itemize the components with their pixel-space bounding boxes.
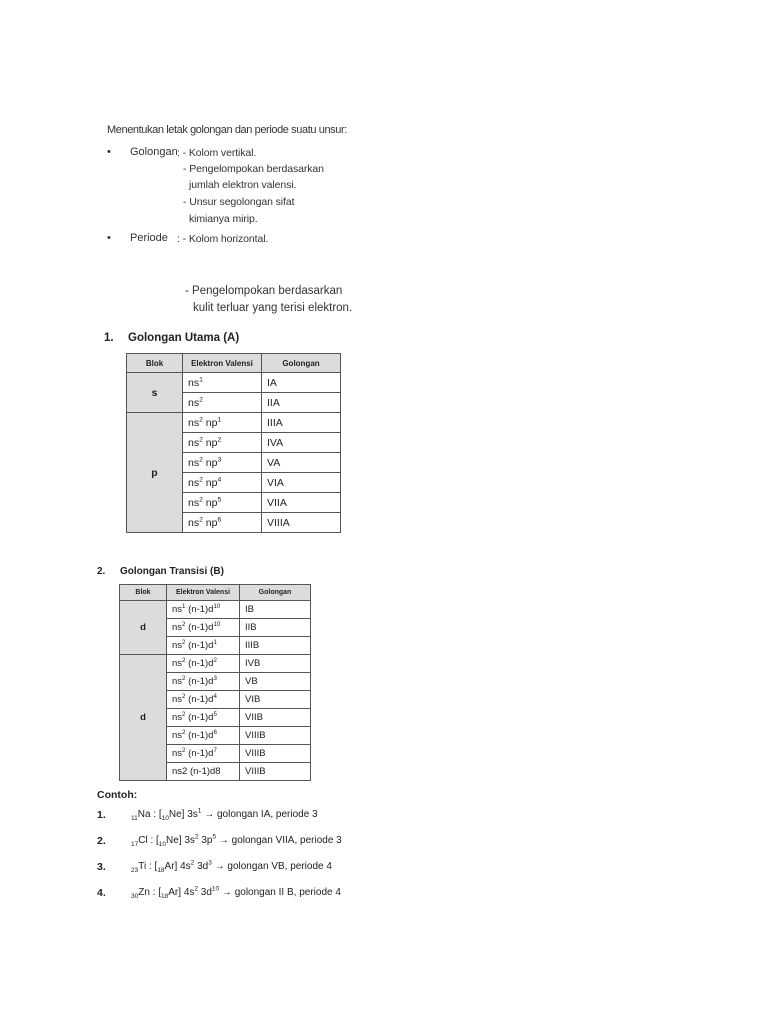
section2-number: 2. [97, 566, 106, 577]
superscript: 2 [182, 692, 186, 700]
blok-cell: s [127, 373, 183, 413]
section1-title: Golongan Utama (A) [128, 332, 240, 344]
superscript: 2 [182, 638, 186, 646]
superscript: 1 [197, 807, 202, 815]
golongan-line-4: - Unsur segolongan sifat [183, 196, 295, 208]
elektron-valensi-cell: $ns^2$ $np^6$ [183, 513, 262, 533]
contoh-number: 3. [97, 861, 106, 873]
contoh-number: 2. [97, 835, 106, 847]
contoh-number: 1. [97, 809, 106, 821]
superscript: 2 [199, 516, 203, 523]
elektron-valensi-cell: ns2 (n-1)d8 [167, 763, 240, 781]
superscript: 1 [199, 376, 203, 383]
table-row [127, 373, 341, 393]
superscript: 2 [194, 833, 199, 841]
header-blok: Blok [127, 354, 183, 373]
contoh-item: $_{30}$Zn : $[_{18}Ar]$ $4s^2$ $3d^{10}$ → golongan II B, periode 4 [131, 885, 341, 900]
table-row [120, 655, 311, 673]
table-body [120, 601, 311, 781]
golongan-label: Golongan [130, 146, 178, 158]
bullet-dot: • [107, 232, 111, 244]
superscript: 5 [213, 710, 217, 718]
golongan-cell: VIB [240, 691, 311, 709]
blok-cell: d [120, 601, 167, 655]
periode-label: Periode [130, 232, 168, 244]
section2-title: Golongan Transisi (B) [120, 566, 224, 577]
table-header-row [127, 354, 341, 373]
superscript: 2 [194, 885, 199, 893]
golongan-cell: IIA [262, 393, 341, 413]
golongan-cell: VA [262, 453, 341, 473]
superscript: 2 [199, 416, 203, 423]
superscript: 2 [182, 746, 186, 754]
superscript: 2 [217, 436, 222, 443]
core-atomic-number: 18 [157, 867, 165, 874]
golongan-transisi-table [119, 584, 311, 781]
superscript: 2 [182, 620, 186, 628]
golongan-cell: IIIA [262, 413, 341, 433]
golongan-cell: VIIA [262, 493, 341, 513]
superscript: 4 [217, 476, 222, 483]
atomic-number: 17 [131, 841, 139, 848]
elektron-valensi-cell: $ns^2$ $np^2$ [183, 433, 262, 453]
golongan-cell: VIIIB [240, 763, 311, 781]
golongan-cell: IIIB [240, 637, 311, 655]
superscript: 2 [182, 728, 186, 736]
elektron-valensi-cell: $ns^2$ $np^3$ [183, 453, 262, 473]
table-header-row [120, 585, 311, 601]
superscript: 2 [182, 674, 186, 682]
superscript: 2 [213, 656, 217, 664]
superscript: 2 [199, 496, 203, 503]
golongan-line-2: - Pengelompokan berdasarkan [183, 163, 324, 175]
superscript: 2 [199, 396, 203, 403]
superscript: 7 [213, 746, 217, 754]
golongan-utama-table [126, 353, 341, 533]
elektron-valensi-cell: $ns^2$ $(n-1)d^4$ [167, 691, 240, 709]
superscript: 10 [213, 620, 221, 628]
section1-number: 1. [104, 332, 114, 344]
core-atomic-number: 10 [158, 841, 167, 848]
golongan-cell: IVB [240, 655, 311, 673]
golongan-cell: VIIIB [240, 745, 311, 763]
superscript: 3 [208, 859, 212, 867]
contoh-item: $_{11}$Na : $[_{10}Ne] 3s^1$ → golongan IA, periode 3 [131, 807, 318, 822]
golongan-cell: VIA [262, 473, 341, 493]
bullet-dot: • [107, 146, 111, 158]
golongan-cell: VIIB [240, 709, 311, 727]
superscript: 1 [213, 638, 217, 646]
golongan-cell: IA [262, 373, 341, 393]
superscript: 3 [213, 674, 217, 682]
superscript: 2 [182, 656, 186, 664]
header-blok: Blok [120, 585, 167, 601]
table-body [127, 373, 341, 533]
superscript: 6 [217, 516, 222, 523]
elektron-valensi-cell: $ns^2$ $(n-1)d^1$ [167, 637, 240, 655]
core-atomic-number: 18 [161, 893, 169, 900]
core-atomic-number: 10 [161, 815, 169, 822]
superscript: 1 [182, 602, 186, 610]
header-golongan: Golongan [240, 585, 311, 601]
golongan-cell: IVA [262, 433, 341, 453]
superscript: 2 [199, 476, 203, 483]
elektron-valensi-cell: $ns^1$ [183, 373, 262, 393]
elektron-valensi-cell: $ns^2$ $(n-1)d^6$ [167, 727, 240, 745]
elektron-valensi-cell: $ns^2$ [183, 393, 262, 413]
superscript: 2 [182, 710, 186, 718]
golongan-line-1: : - Kolom vertikal. [177, 147, 257, 159]
golongan-cell: VIIIA [262, 513, 341, 533]
elektron-valensi-cell: $ns^2$ $np^1$ [183, 413, 262, 433]
superscript: 2 [199, 436, 203, 443]
contoh-item: $_{17}$Cl : $[_{10}Ne]$ $3s^2$ $3p^5$ → golongan VIIA, periode 3 [131, 833, 342, 848]
superscript: 2 [190, 859, 195, 867]
periode-extra-2: kulit terluar yang terisi elektron. [193, 302, 353, 314]
atomic-number: 23 [131, 867, 139, 874]
atomic-number: 30 [131, 893, 139, 900]
superscript: 10 [213, 602, 221, 610]
superscript: 4 [213, 692, 217, 700]
periode-extra-1: - Pengelompokan berdasarkan [185, 285, 343, 297]
superscript: 2 [199, 456, 203, 463]
superscript: 3 [217, 456, 222, 463]
elektron-valensi-cell: $ns^2$ $(n-1)d^5$ [167, 709, 240, 727]
golongan-cell: VB [240, 673, 311, 691]
contoh-item: $_{23}$Ti : $[_{18}Ar]$ $4s^2$ $3d^3$ → golongan VB, periode 4 [131, 859, 332, 874]
elektron-valensi-cell: $ns^2$ $(n-1)d^{10}$ [167, 619, 240, 637]
table-row [127, 413, 341, 433]
atomic-number: 11 [131, 815, 138, 822]
superscript: 5 [212, 833, 217, 841]
superscript: 1 [217, 416, 222, 423]
header-elektron-valensi: Elektron Valensi [167, 585, 240, 601]
elektron-valensi-cell: $ns^2$ $(n-1)d^2$ [167, 655, 240, 673]
elektron-valensi-cell: $ns^2$ $(n-1)d^3$ [167, 673, 240, 691]
golongan-line-3: jumlah elektron valensi. [189, 179, 297, 191]
superscript: 6 [213, 728, 217, 736]
blok-cell: p [127, 413, 183, 533]
intro-text: Menentukan letak golongan dan periode suatu unsur: [107, 124, 347, 136]
superscript: 10 [211, 885, 220, 893]
contoh-number: 4. [97, 887, 106, 899]
periode-line: : - Kolom horizontal. [177, 233, 269, 245]
header-elektron-valensi: Elektron Valensi [183, 354, 262, 373]
elektron-valensi-cell: $ns^2$ $np^5$ [183, 493, 262, 513]
contoh-title: Contoh: [97, 789, 138, 801]
golongan-cell: IB [240, 601, 311, 619]
elektron-valensi-cell: $ns^2$ $(n-1)d^7$ [167, 745, 240, 763]
elektron-valensi-cell: $ns^2$ $np^4$ [183, 473, 262, 493]
blok-cell: d [120, 655, 167, 781]
golongan-line-5: kimianya mirip. [189, 213, 258, 225]
superscript: 5 [217, 496, 222, 503]
elektron-valensi-cell: $ns^1$ $(n-1)d^{10}$ [167, 601, 240, 619]
golongan-cell: IIB [240, 619, 311, 637]
header-golongan: Golongan [262, 354, 341, 373]
table-row [120, 601, 311, 619]
golongan-cell: VIIIB [240, 727, 311, 745]
